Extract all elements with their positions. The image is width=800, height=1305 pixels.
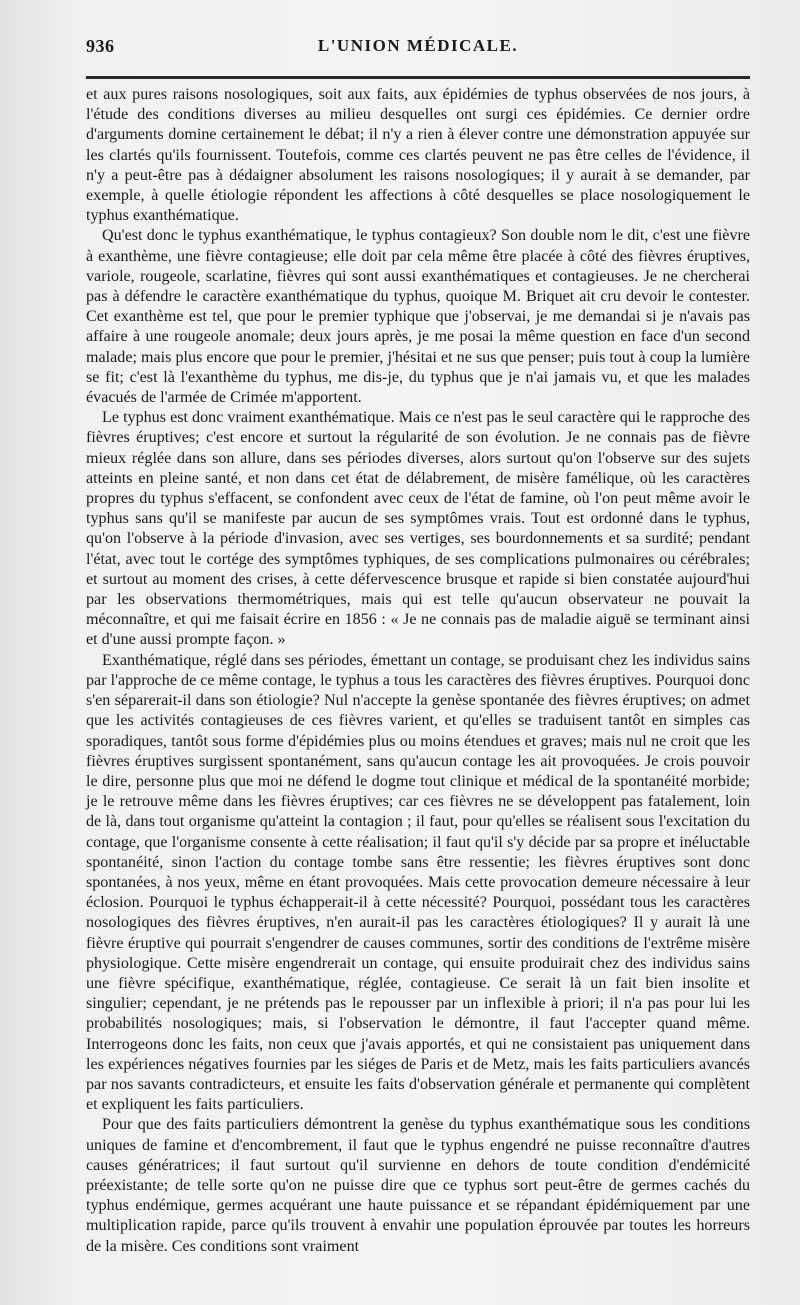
page-number: 936	[86, 36, 115, 56]
paragraph: et aux pures raisons nosologiques, soit aux faits, aux épidémies de typhus observées de nos jours, à l'étude des conditions diverses au milieu desquelles ont surgi ces épidémies. Ce dernier ordre d'arguments domine certainement le débat; il n'y a rien à élever contre une démonstration appuyée sur les clartés qu'ils fournissent. Toutefois, comme ces clartés peuvent ne pas être celles de l'évidence, il n'y a peut-être pas à dédaigner absolument les raisons nosologiques; il y aurait à se demander, par exemple, à quelle étiologie répondent les affections à côté desquelles se place nosologiquement le typhus exanthématique.	[86, 86, 750, 225]
paragraph: Le typhus est donc vraiment exanthématique. Mais ce n'est pas le seul caractère qui le rapproche des fièvres éruptives; c'est encore et surtout la régularité de son évolution. Je ne connais pas de fièvre mieux réglée dans son allure, dans ses périodes diverses, alors surtout qu'on l'observe sur des sujets atteints en pleine santé, et non dans cet état de délabrement, de misère famélique, où les caractères propres du typhus s'effacent, se confondent avec ceux de l'état de famine, où l'on peut même avoir le typhus sans qu'il se manifeste par aucun de ses symptômes vrais. Tout est ordonné dans le typhus, qu'on l'observe à la période d'invasion, avec ses vertiges, ses bourdonnements et sa surdité; pendant l'état, avec tout le cortége des symptômes typhiques, de ses complications pulmonaires ou cérébrales; et surtout au moment des crises, à cette défervescence brusque et rapide si bien constatée aujourd'hui par les observations thermométriques, mais qui est telle qu'aucun observateur ne pouvait la méconnaître, et qui me faisait écrire en 1856 : « Je ne connais pas de maladie aiguë se terminant ainsi et d'une aussi prompte façon. »	[86, 409, 750, 649]
running-title: L'UNION MÉDICALE.	[317, 36, 519, 55]
paragraph: Qu'est donc le typhus exanthématique, le typhus contagieux? Son double nom le dit, c'est une fièvre à exanthème, une fièvre contagieuse; elle doit par cela même être placée à côté des fièvres éruptives, variole, rougeole, scarlatine, fièvres qui sont aussi exanthématiques et contagieuses. Je ne chercherai pas à défendre le caractère exanthématique du typhus, quoique M. Briquet ait cru devoir le contester. Cet exanthème est tel, que pour le premier typhique que j'observai, je me demandai si je n'avais pas affaire à une rougeole anomale; deux jours après, je me posai la même question en face d'un second malade; mais plus encore que pour le premier, j'hésitai et ne sus que penser; puis tout à coup la lumière se fit; c'est là l'exanthème du typhus, me dis-je, du typhus que je n'ai jamais vu, et que les malades évacués de l'armée de Crimée m'apportent.	[86, 227, 750, 407]
page-header	[86, 36, 750, 60]
paragraph: Pour que des faits particuliers démontrent la genèse du typhus exanthématique sous les conditions uniques de famine et d'encombrement, il faut que le typhus engendré ne puisse reconnaître d'autres causes génératrices; il faut surtout qu'il survienne en dehors de toute condition d'endémicité préexistante; de telle sorte qu'on ne puisse dire que ce typhus sort peut-être de germes cachés du typhus endémique, germes acquérant une haute puissance et se répandant épidémiquement par une multiplication rapide, parce qu'ils trouvent à envahir une population éprouvée par toutes les horreurs de la misère. Ces conditions sont vraiment	[86, 1116, 750, 1255]
paragraph: Exanthématique, réglé dans ses périodes, émettant un contage, se produisant chez les individus sains par l'approche de ce même contage, le typhus a tous les caractères des fièvres éruptives. Pourquoi donc s'en séparerait-il dans son étiologie? Nul n'accepte la genèse spontanée des fièvres éruptives; on admet que les activités contagieuses de ces fièvres varient, et qu'elles se traduisent tantôt en simples cas sporadiques, tantôt sous forme d'épidémies plus ou moins étendues et graves; mais nul ne croit que les fièvres éruptives surgissent spontanément, sans qu'aucun contage les ait provoquées. Je crois pouvoir le dire, personne plus que moi ne défend le dogme tout clinique et médical de la spontanéité morbide; je le retrouve même dans les fièvres éruptives; car ces fièvres ne se développent pas fatalement, loin de là, dans tout organisme qu'atteint la contagion ; il faut, pour qu'elles se réalisent sous l'excitation du contage, que l'organisme consente à cette réalisation; il faut qu'il s'y décide par sa propre et inéluctable spontanéité, sinon l'action du contage tombe sans être ressentie; les fièvres éruptives sont donc spontanées, à nos yeux, même en étant provoquées. Mais cette provocation demeure nécessaire à leur éclosion. Pourquoi le typhus échapperait-il à cette nécessité? Pourquoi, possédant tous les caractères nosologiques des fièvres éruptives, n'en aurait-il pas les caractères étiologiques? Il y aurait là une fièvre éruptive qui pourrait s'engendrer de causes communes, sortir des conditions de l'extrême misère physiologique. Cette misère engendrerait un contage, qui ensuite produirait chez des individus sains une fièvre spécifique, exanthématique, réglée, contagieuse. Ce serait là un fait bien insolite et singulier; cependant, je ne prétends pas le repousser par un inflexible à priori; il n'a pas pour lui les probabilités nosologiques; mais, si l'observation le démontre, il faut l'accepter quand même. Interrogeons donc les faits, non ceux que j'avais apportés, et qui ne consistaient pas uniquement dans les expériences négatives fournies par les siéges de Paris et de Metz, mais les faits particuliers avancés par nos savants contradicteurs, et ensuite les faits d'observation générale et permanente qui complètent et expliquent les faits particuliers.	[86, 651, 750, 1114]
header-rule	[86, 76, 750, 79]
article-body	[86, 85, 750, 1257]
